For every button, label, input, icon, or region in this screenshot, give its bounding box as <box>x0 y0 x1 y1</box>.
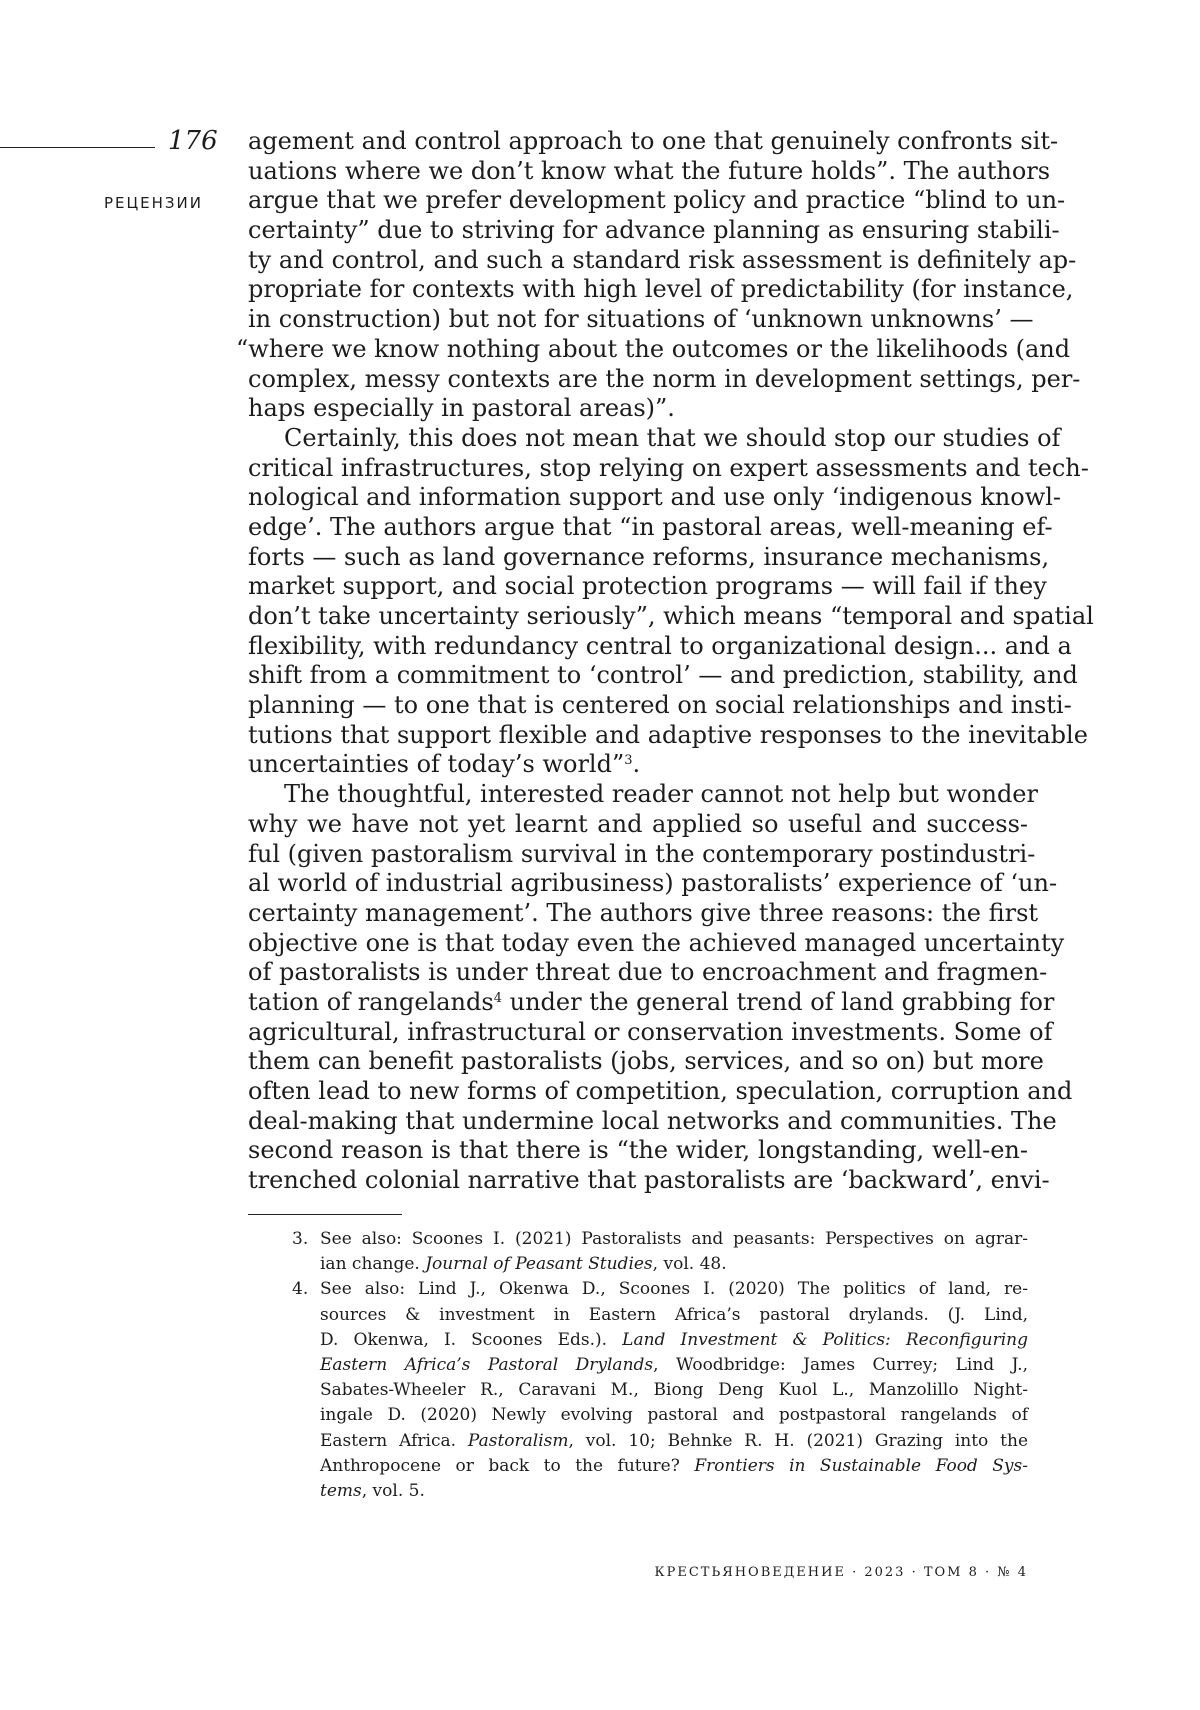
footnote-text: ian change. <box>320 1254 425 1274</box>
footnote-journal: Pastoralism <box>468 1431 569 1451</box>
body-text <box>248 127 1028 1196</box>
footnote-text: D. Okenwa, I. Scoones Eds.). <box>320 1330 622 1350</box>
footnote-journal: Frontiers in Sustainable Food Sys- <box>694 1456 1028 1476</box>
text-line: edge’. The authors argue that “in pastoral areas, well-meaning ef- <box>248 513 1028 543</box>
text-line: “where we know nothing about the outcomes or the likelihoods (and <box>236 335 1028 365</box>
text-line: planning — to one that is centered on social relationships and insti- <box>248 691 1028 721</box>
text-line: certainty management’. The authors give three reasons: the first <box>248 899 1028 929</box>
text-line: trenched colonial narrative that pastoralists are ‘backward’, envi- <box>248 1166 1028 1196</box>
footnote-3 <box>248 1227 1028 1277</box>
footnote-line <box>320 1429 1028 1454</box>
text-line: ful (given pastoralism survival in the contemporary postindustri- <box>248 840 1028 870</box>
journal-footer: КРЕСТЬЯНОВЕДЕНИЕ · 2023 · ТОМ 8 · № 4 <box>650 1565 1028 1580</box>
footnote-journal: tems <box>320 1481 362 1501</box>
text-line: second reason is that there is “the wider, longstanding, well-en- <box>248 1136 1028 1166</box>
text-line: The thoughtful, interested reader cannot not help but wonder <box>248 780 1028 810</box>
text-line: certainty” due to striving for advance planning as ensuring stabili- <box>248 216 1028 246</box>
text-line: ty and control, and such a standard risk assessment is definitely ap- <box>248 246 1028 276</box>
text-line <box>248 750 1028 780</box>
footnote-line <box>320 1479 1028 1504</box>
footnote-book-title: Land Investment & Politics: Reconfiguring <box>622 1330 1028 1350</box>
page-number: 176 <box>168 126 218 156</box>
footnote-number: 4. <box>292 1277 308 1302</box>
text-line: complex, messy contexts are the norm in development settings, per- <box>248 365 1028 395</box>
text-line-part: uncertainties of today’s world” <box>248 750 624 778</box>
text-line: uations where we don’t know what the future holds”. The authors <box>248 157 1028 187</box>
text-line: often lead to new forms of competition, speculation, corruption and <box>248 1077 1028 1107</box>
footnote-line: Sabates-Wheeler R., Caravani M., Biong Deng Kuol L., Manzolillo Night- <box>320 1378 1028 1403</box>
footnote-line <box>320 1252 1028 1277</box>
text-line: market support, and social protection programs — will fail if they <box>248 572 1028 602</box>
footnote-line: sources & investment in Eastern Africa’s pastoral drylands. (J. Lind, <box>320 1303 1028 1328</box>
text-line-part: tation of rangelands <box>248 988 494 1016</box>
text-line: agricultural, infrastructural or conservation investments. Some of <box>248 1018 1028 1048</box>
margin-rule <box>0 147 155 148</box>
text-line: critical infrastructures, stop relying on expert assessments and tech- <box>248 454 1028 484</box>
text-line: in construction) but not for situations of ‘unknown unknowns’ — <box>248 305 1028 335</box>
text-line: flexibility, with redundancy central to organizational design... and a <box>248 632 1028 662</box>
text-line: al world of industrial agribusiness) pastoralists’ experience of ‘un- <box>248 869 1028 899</box>
text-line <box>248 988 1028 1018</box>
text-line: haps especially in pastoral areas)”. <box>248 394 1028 424</box>
footnote-number: 3. <box>292 1227 308 1252</box>
footnote-line: See also: Lind J., Okenwa D., Scoones I. (2020) The politics of land, re- <box>320 1277 1028 1302</box>
footnote-4 <box>248 1277 1028 1504</box>
footnote-ref-4[interactable]: 4 <box>494 991 502 1006</box>
text-line-part: . <box>633 750 641 778</box>
text-line: agement and control approach to one that genuinely confronts sit- <box>248 127 1028 157</box>
footnote-text: , vol. 48. <box>653 1254 727 1274</box>
text-line: forts — such as land governance reforms, insurance mechanisms, <box>248 543 1028 573</box>
footnote-text: , Woodbridge: James Currey; Lind J., <box>653 1355 1028 1375</box>
text-line: objective one is that today even the achieved managed uncertainty <box>248 929 1028 959</box>
text-line: them can benefit pastoralists (jobs, services, and so on) but more <box>248 1047 1028 1077</box>
text-line: propriate for contexts with high level of predictability (for instance, <box>248 275 1028 305</box>
text-line: deal-making that undermine local networks and communities. The <box>248 1107 1028 1137</box>
text-line: Certainly, this does not mean that we should stop our studies of <box>248 424 1028 454</box>
footnote-line <box>320 1353 1028 1378</box>
footnotes <box>248 1227 1028 1504</box>
text-line-part: under the general trend of land grabbing for <box>502 988 1054 1016</box>
footnote-line <box>320 1328 1028 1353</box>
text-line: of pastoralists is under threat due to encroachment and fragmen- <box>248 958 1028 988</box>
text-line: don’t take uncertainty seriously”, which means “temporal and spatial <box>248 602 1028 632</box>
text-line: shift from a commitment to ‘control’ — and prediction, stability, and <box>248 661 1028 691</box>
footnote-rule <box>248 1214 402 1215</box>
text-line: nological and information support and use only ‘indigenous knowl- <box>248 483 1028 513</box>
text-line: argue that we prefer development policy and practice “blind to un- <box>248 186 1028 216</box>
text-line: why we have not yet learnt and applied so useful and success- <box>248 810 1028 840</box>
footnote-ref-3[interactable]: 3 <box>624 753 632 768</box>
footnote-book-title: Eastern Africa’s Pastoral Drylands <box>320 1355 653 1375</box>
section-label: РЕЦЕНЗИИ <box>104 193 203 213</box>
footnote-text: Eastern Africa. <box>320 1431 468 1451</box>
footnote-text: Anthropocene or back to the future? <box>320 1456 694 1476</box>
text-line: tutions that support flexible and adaptive responses to the inevitable <box>248 721 1028 751</box>
footnote-text: , vol. 10; Behnke R. H. (2021) Grazing into the <box>569 1431 1029 1451</box>
footnote-text: , vol. 5. <box>362 1481 425 1501</box>
footnote-line: See also: Scoones I. (2021) Pastoralists and peasants: Perspectives on agrar- <box>320 1227 1028 1252</box>
footnote-journal: Journal of Peasant Studies <box>425 1254 652 1274</box>
footnote-line <box>320 1454 1028 1479</box>
footnote-line: ingale D. (2020) Newly evolving pastoral and postpastoral rangelands of <box>320 1403 1028 1428</box>
